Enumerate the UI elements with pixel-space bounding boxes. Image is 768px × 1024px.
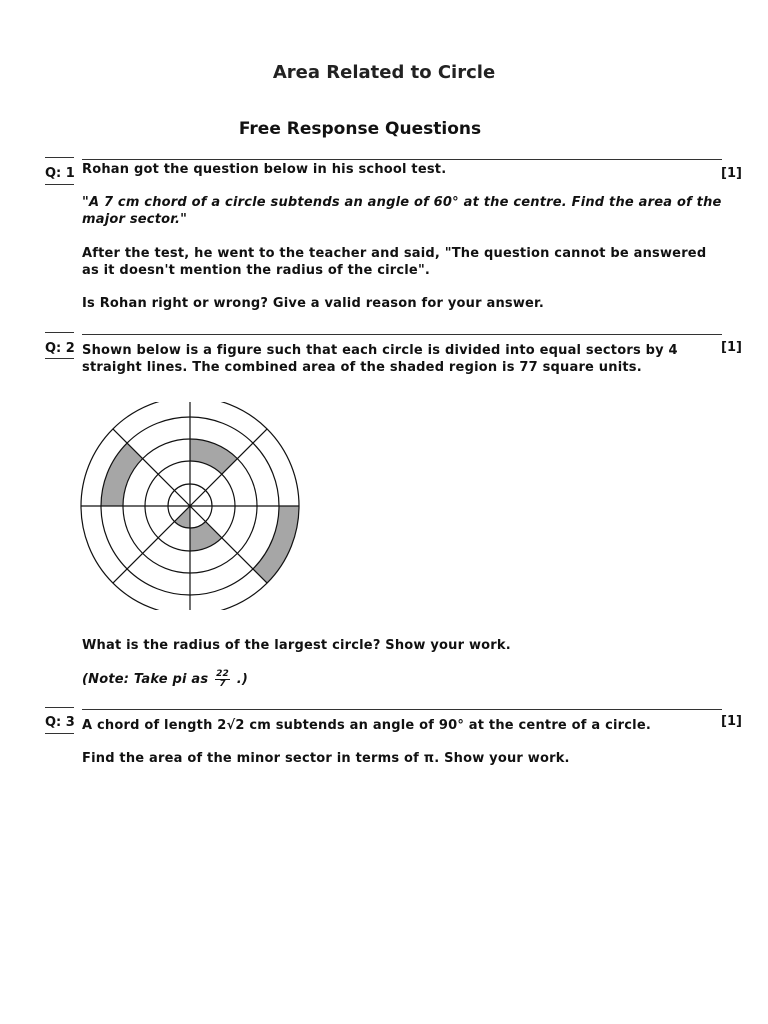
q3-number-rule-bottom: [45, 733, 74, 734]
q2-marks: [1]: [721, 340, 742, 355]
q3-marks: [1]: [721, 714, 742, 729]
page-title: Area Related to Circle: [272, 62, 496, 83]
q1-ask: Is Rohan right or wrong? Give a valid reason for your answer.: [82, 296, 544, 311]
q2-intro: Shown below is a figure such that each circle is divided into equal sectors by 4 straight lines. The combined area of the shaded region is 77 square units.: [82, 343, 678, 375]
q3-intro: A chord of length 2√2 cm subtends an angle of 90° at the centre of a circle.: [82, 718, 651, 733]
shaded-sector-ring-2: [190, 522, 222, 551]
pi-fraction: [215, 670, 230, 689]
q1-divider: [82, 159, 722, 160]
q3-number-rule-top: [45, 707, 74, 708]
q2-divider: [82, 334, 722, 335]
section-subtitle: Free Response Questions: [238, 119, 482, 139]
q2-number: Q: 2: [45, 341, 75, 356]
q2-ask: What is the radius of the largest circle? Show your work.: [82, 638, 511, 653]
q1-number: Q: 1: [45, 166, 75, 181]
q3-divider: [82, 709, 722, 710]
q3-number: Q: 3: [45, 715, 75, 730]
q2-number-rule-bottom: [45, 358, 74, 359]
q1-statement: After the test, he went to the teacher and said, "The question cannot be answered as it doesn't mention the radius of the circle".: [82, 246, 707, 278]
q1-number-rule-bottom: [45, 184, 74, 185]
q1-intro: Rohan got the question below in his school test.: [82, 162, 447, 177]
q3-ask: Find the area of the minor sector in terms of π. Show your work.: [82, 751, 570, 766]
shaded-sectors: [101, 439, 299, 583]
q2-number-rule-top: [45, 332, 74, 333]
shaded-sector-center: [174, 506, 190, 528]
q2-note-suffix: .): [236, 672, 249, 687]
q1-quote: "A 7 cm chord of a circle subtends an angle of 60° at the centre. Find the area of the major sector.": [82, 195, 722, 227]
pi-fraction-numerator: 22: [216, 669, 230, 679]
shaded-sector-ring-3: [190, 439, 237, 474]
q1-number-rule-top: [45, 157, 74, 158]
q2-note: [82, 670, 722, 689]
pi-fraction-denominator: 7: [219, 679, 226, 689]
q1-marks: [1]: [721, 166, 742, 181]
q2-note-prefix: (Note: Take pi as: [82, 672, 209, 687]
concentric-circles-diagram: [80, 402, 300, 610]
